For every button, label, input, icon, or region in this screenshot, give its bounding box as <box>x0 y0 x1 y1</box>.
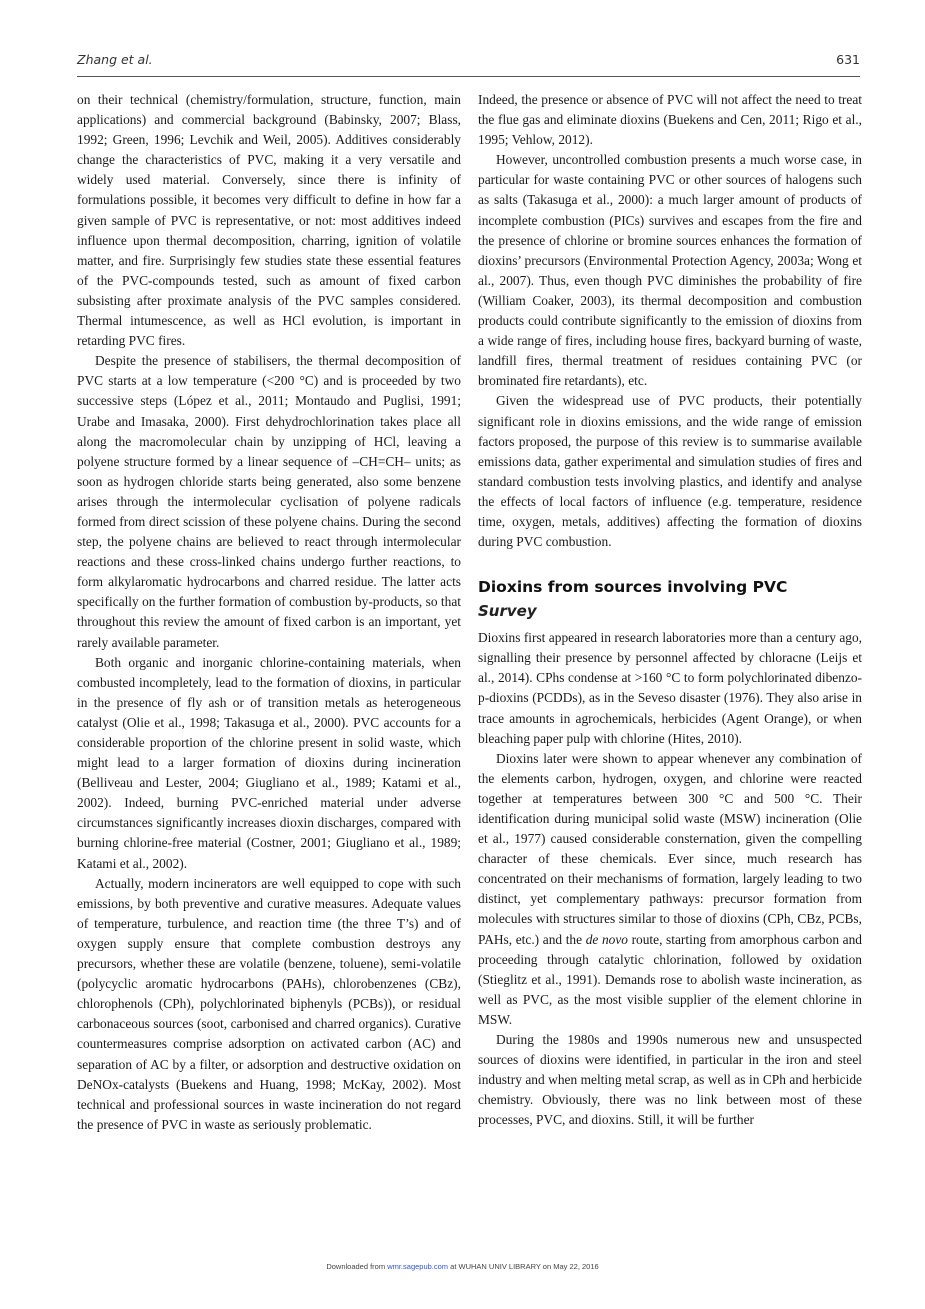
section-heading: Dioxins from sources involving PVC <box>478 578 788 597</box>
running-head <box>77 52 860 70</box>
running-head-authors: Zhang et al. <box>77 52 153 67</box>
body-paragraph: During the 1980s and 1990s numerous new and unsuspected sources of dioxins were identified, in particular in the iron and steel industry and when melting metal scrap, as well as in CPh and herbicide chemistry. Obviously, there was no link between most of these processes, PVC, and dioxins. Still, it will be further <box>478 1032 862 1128</box>
download-footer <box>0 1262 925 1271</box>
body-paragraph: Both organic and inorganic chlorine-containing materials, when combusted incompletely, lead to the formation of dioxins, in particular in the presence of fly ash or of transition metals as heterogeneous catalyst (Olie et al., 1998; Takasuga et al., 2000). PVC accounts for a considerable proportion of the chlorine present in solid waste, which might lead to a larger formation of dioxins during incineration (Belliveau and Lester, 2004; Giugliano et al., 1989; Katami et al., 2002). Indeed, burning PVC-enriched material under adverse circumstances significantly increases dioxin discharges, compared with burning chlorine-free material (Costner, 2001; Giugliano et al., 1989; Katami et al., 2002). <box>77 654 461 871</box>
body-paragraph-with-term <box>478 749 862 1030</box>
body-paragraph: Given the widespread use of PVC products, their potentially significant role in dioxins emissions, and the wide range of emission factors proposed, the purpose of this review is to summarise available emissions data, gather experimental and simulation studies of fires and standard combustion tests involving plastics, and identify and analyse the effects of local factors of influence (e.g. temperature, residence time, oxygen, metals, additives) affecting the formation of dioxins during PVC combustion. <box>478 393 862 550</box>
body-paragraph: However, uncontrolled combustion presents a much worse case, in particular for waste containing PVC or other sources of halogens such as salts (Takasuga et al., 2000): a much larger amount of products of incomplete combustion (PICs) survives and escapes from the fire and the presence of chlorine or bromine sources enhances the formation of dioxins’ precursors (Environmental Protection Agency, 2003a; Wong et al., 2007). Thus, even though PVC diminishes the probability of fire (William Coaker, 2003), its thermal decomposition and combustion products could contribute significantly to the emission of dioxins from a wide range of fires, including house fires, backyard burning of waste, landfill fires, thermal treatment of residues containing PVC (or brominated fire retardants), etc. <box>478 152 862 389</box>
body-paragraph: Despite the presence of stabilisers, the thermal decomposition of PVC starts at a low temperature (<200 °C) and is proceeded by two successive steps (López et al., 2011; Montaudo and Puglisi, 1991; Urabe and Imasaka, 2000). First dehydrochlorination takes place all along the macromolecular chain by unzipping of HCl, leaving a polyene structure formed by a linear sequence of –CH=CH– units; as soon as hydrogen chloride starts being generated, also some benzene arises through the intermolecular cyclisation of polyene radicals formed from direct scission of these polyene chains. During the second step, the polyene chains are believed to react through intermolecular reactions and these cross-linked chains undergo further reactions, to form alkylaromatic hydrocarbons and charred residue. The latter acts specifically on the further formation of combustion by-products, so that throughout this review the amount of fixed carbon is an important, yet rarely available parameter. <box>77 353 461 650</box>
footer-prefix: Downloaded from <box>326 1262 388 1271</box>
subsection-heading: Survey <box>478 602 537 621</box>
right-column <box>478 90 862 1131</box>
body-paragraph: Dioxins first appeared in research laboratories more than a century ago, signalling their presence by personnel affected by chloracne (Leijs et al., 2014). CPhs condense at >160 °C to form polychlorinated dibenzo-p-dioxins (PCDDs), as in the Seveso disaster (1976). They also arise in trace amounts in agrochemicals, herbicides (Agent Orange), or when bleaching paper pulp with chlorine (Hites, 2010). <box>478 630 862 746</box>
body-paragraph: Indeed, the presence or absence of PVC will not affect the need to treat the flue gas and eliminate dioxins (Buekens and Cen, 2011; Rigo et al., 1995; Vehlow, 2012). <box>478 92 862 148</box>
italic-term: de novo <box>585 931 628 947</box>
paragraph-text: Dioxins later were shown to appear whenever any combination of the elements carbon, hydrogen, oxygen, and chlorine were reacted together at temperatures between 300 °C and 500 °C. Their identification during municipal solid waste (MSW) incineration (Olie et al., 1977) caused considerable consternation, given the compelling character of these chemicals. Ever since, much research has concentrated on their mechanisms of formation, largely leading to two distinct, yet complementary pathways: precursor formation from molecules with structures similar to those of dioxins (CPh, CBz, PCBs, PAHs, etc.) and the <box>478 750 862 947</box>
page-number: 631 <box>836 52 860 67</box>
body-paragraph: on their technical (chemistry/formulation, structure, function, main applications) and commercial background (Babinsky, 2007; Blass, 1992; Green, 1996; Levchik and Weil, 2005). Additives considerably change the characteristics of PVC, making it a very versatile and widely used material. Conversely, since there is infinity of formulations possible, it becomes very difficult to define in how far a given sample of PVC is representative, or not: most additives indeed influence upon thermal decomposition, charring, ignition of volatile matter, and fire. Surprisingly few studies state these essential features of the PVC-compounds tested, such as amount of fixed carbon subsisting after proximate analysis of the PVC samples considered. Thermal intumescence, as well as HCl evolution, is important in retarding PVC fires. <box>77 92 461 349</box>
footer-link[interactable]: wmr.sagepub.com <box>387 1262 449 1271</box>
header-rule <box>77 76 860 77</box>
body-paragraph: Actually, modern incinerators are well equipped to cope with such emissions, by both preventive and curative measures. Adequate values of temperature, turbulence, and reaction time (the three T’s) and of oxygen supply ensure that complete combustion destroys any precursors, whether these are volatile (benzene, toluene), semi-volatile (polycyclic aromatic hydrocarbons (PAHs), chlorobenzenes (CBz), chlorophenols (CPh), polychlorinated biphenyls (PCBs)), or residual carbonaceous sources (soot, carbonised and charred organics). Curative countermeasures comprise adsorption on activated carbon (AC) and separation of AC by a filter, or adsorption and destructive oxidation on DeNOx-catalysts (Buekens and Huang, 1998; McKay, 2002). Most technical and professional sources in waste incineration do not regard the presence of PVC in waste as seriously problematic. <box>77 875 461 1132</box>
footer-suffix: at WUHAN UNIV LIBRARY on May 22, 2016 <box>448 1262 599 1271</box>
left-column <box>77 90 461 1135</box>
paragraph-text: route, starting from amorphous carbon and proceeding through catalytic chlorination, followed by oxidation (Stieglitz et al., 1991). Demands rose to abolish waste incineration, as well as PVC, as the most visible supplier of the element chlorine in MSW. <box>478 931 862 1027</box>
